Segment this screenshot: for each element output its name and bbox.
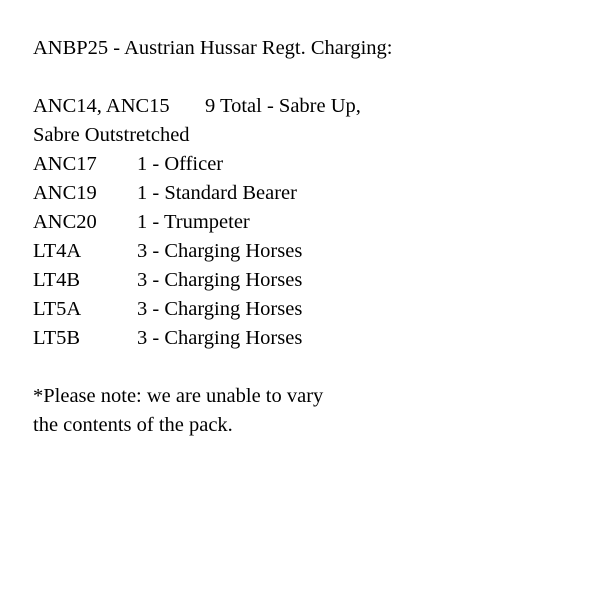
item-code: LT5B (33, 327, 81, 349)
item-description-continued: Sabre Outstretched (33, 124, 190, 146)
item-description: 3 - Charging Horses (137, 298, 303, 320)
list-item (33, 266, 573, 295)
list-item (33, 150, 573, 179)
list-item (33, 179, 573, 208)
pack-contents-document (33, 34, 573, 440)
item-code: ANC17 (33, 153, 97, 175)
item-code: ANC20 (33, 211, 97, 233)
item-description: 3 - Charging Horses (137, 240, 303, 262)
pack-title: ANBP25 - Austrian Hussar Regt. Charging: (33, 37, 393, 59)
spacer (33, 63, 573, 92)
spacer (33, 353, 573, 382)
item-code: LT4A (33, 240, 82, 262)
item-code: LT4B (33, 269, 81, 291)
item-code: ANC19 (33, 182, 97, 204)
item-code: LT5A (33, 298, 82, 320)
list-item (33, 208, 573, 237)
list-item (33, 295, 573, 324)
note-text-continued: the contents of the pack. (33, 414, 233, 436)
item-description: 3 - Charging Horses (137, 269, 303, 291)
list-item (33, 237, 573, 266)
list-item (33, 324, 573, 353)
item-description: 1 - Trumpeter (137, 211, 250, 233)
item-description: 3 - Charging Horses (137, 327, 303, 349)
item-description: 1 - Standard Bearer (137, 182, 297, 204)
note-text: *Please note: we are unable to vary (33, 385, 324, 407)
item-description: 9 Total - Sabre Up, (205, 95, 361, 117)
item-description: 1 - Officer (137, 153, 224, 175)
item-code: ANC14, ANC15 (33, 95, 170, 117)
list-item (33, 92, 573, 121)
